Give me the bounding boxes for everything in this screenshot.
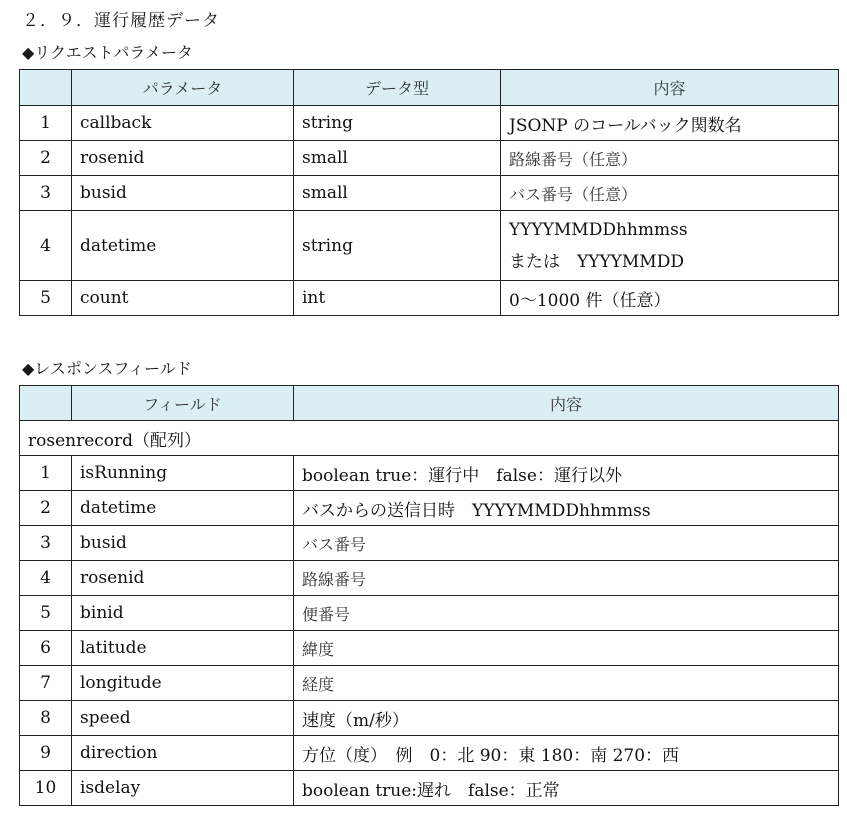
field-name: busid — [72, 526, 294, 561]
field-desc: バス番号 — [294, 526, 839, 561]
param-type: small — [294, 141, 501, 176]
row-number: 7 — [20, 666, 72, 701]
table-row — [20, 106, 839, 141]
param-desc: 0～1000 件（任意） — [501, 281, 839, 316]
header-parameter: パラメータ — [72, 70, 294, 106]
table-row — [20, 736, 839, 771]
table-row — [20, 526, 839, 561]
table-row — [20, 561, 839, 596]
param-desc-line2: または YYYYMMDD — [509, 251, 684, 272]
param-type: string — [294, 211, 501, 281]
header-number — [20, 70, 72, 106]
row-number: 2 — [20, 491, 72, 526]
response-fields-table — [19, 385, 839, 806]
field-name: direction — [72, 736, 294, 771]
row-number: 6 — [20, 631, 72, 666]
header-datatype: データ型 — [294, 70, 501, 106]
table-row — [20, 141, 839, 176]
param-desc-line1: YYYYMMDDhhmmss — [509, 219, 688, 240]
table-header-row — [20, 70, 839, 106]
field-desc: 方位（度） 例 0：北 90：東 180：南 270：西 — [294, 736, 839, 771]
table-row — [20, 456, 839, 491]
field-desc: boolean true：運行中 false：運行以外 — [294, 456, 839, 491]
table-header-row — [20, 386, 839, 421]
param-desc: バス番号（任意） — [501, 176, 839, 211]
request-params-table — [19, 69, 839, 316]
group-row — [20, 421, 839, 456]
row-number: 9 — [20, 736, 72, 771]
field-name: speed — [72, 701, 294, 736]
row-number: 10 — [20, 771, 72, 806]
table-row — [20, 771, 839, 806]
param-desc: JSONP のコールバック関数名 — [501, 106, 839, 141]
field-name: isRunning — [72, 456, 294, 491]
field-desc: バスからの送信日時 YYYYMMDDhhmmss — [294, 491, 839, 526]
row-number: 2 — [20, 141, 72, 176]
header-number — [20, 386, 72, 421]
param-desc — [501, 211, 839, 281]
row-number: 4 — [20, 211, 72, 281]
field-name: rosenid — [72, 561, 294, 596]
group-label: rosenrecord（配列） — [20, 421, 839, 456]
field-name: longitude — [72, 666, 294, 701]
row-number: 3 — [20, 176, 72, 211]
row-number: 5 — [20, 281, 72, 316]
field-name: datetime — [72, 491, 294, 526]
param-type: small — [294, 176, 501, 211]
param-name: rosenid — [72, 141, 294, 176]
param-name: count — [72, 281, 294, 316]
field-desc: 経度 — [294, 666, 839, 701]
table-row — [20, 491, 839, 526]
param-desc: 路線番号（任意） — [501, 141, 839, 176]
field-name: binid — [72, 596, 294, 631]
row-number: 3 — [20, 526, 72, 561]
response-fields-title: ◆レスポンスフィールド — [22, 359, 192, 378]
field-desc: 速度（m/秒） — [294, 701, 839, 736]
table-row — [20, 701, 839, 736]
table-row — [20, 281, 839, 316]
table-row — [20, 596, 839, 631]
field-desc: boolean true:遅れ false：正常 — [294, 771, 839, 806]
row-number: 8 — [20, 701, 72, 736]
row-number: 1 — [20, 456, 72, 491]
param-name: datetime — [72, 211, 294, 281]
field-name: latitude — [72, 631, 294, 666]
section-title: ２．９．運行履歴データ — [22, 11, 220, 31]
request-params-title: ◆リクエストパラメータ — [22, 43, 193, 62]
header-field: フィールド — [72, 386, 294, 421]
table-row — [20, 631, 839, 666]
param-name: busid — [72, 176, 294, 211]
row-number: 1 — [20, 106, 72, 141]
header-content: 内容 — [501, 70, 839, 106]
header-content: 内容 — [294, 386, 839, 421]
table-row — [20, 211, 839, 281]
table-row — [20, 176, 839, 211]
param-type: string — [294, 106, 501, 141]
field-desc: 便番号 — [294, 596, 839, 631]
field-name: isdelay — [72, 771, 294, 806]
field-desc: 路線番号 — [294, 561, 839, 596]
row-number: 5 — [20, 596, 72, 631]
field-desc: 緯度 — [294, 631, 839, 666]
table-row — [20, 666, 839, 701]
param-name: callback — [72, 106, 294, 141]
row-number: 4 — [20, 561, 72, 596]
param-type: int — [294, 281, 501, 316]
